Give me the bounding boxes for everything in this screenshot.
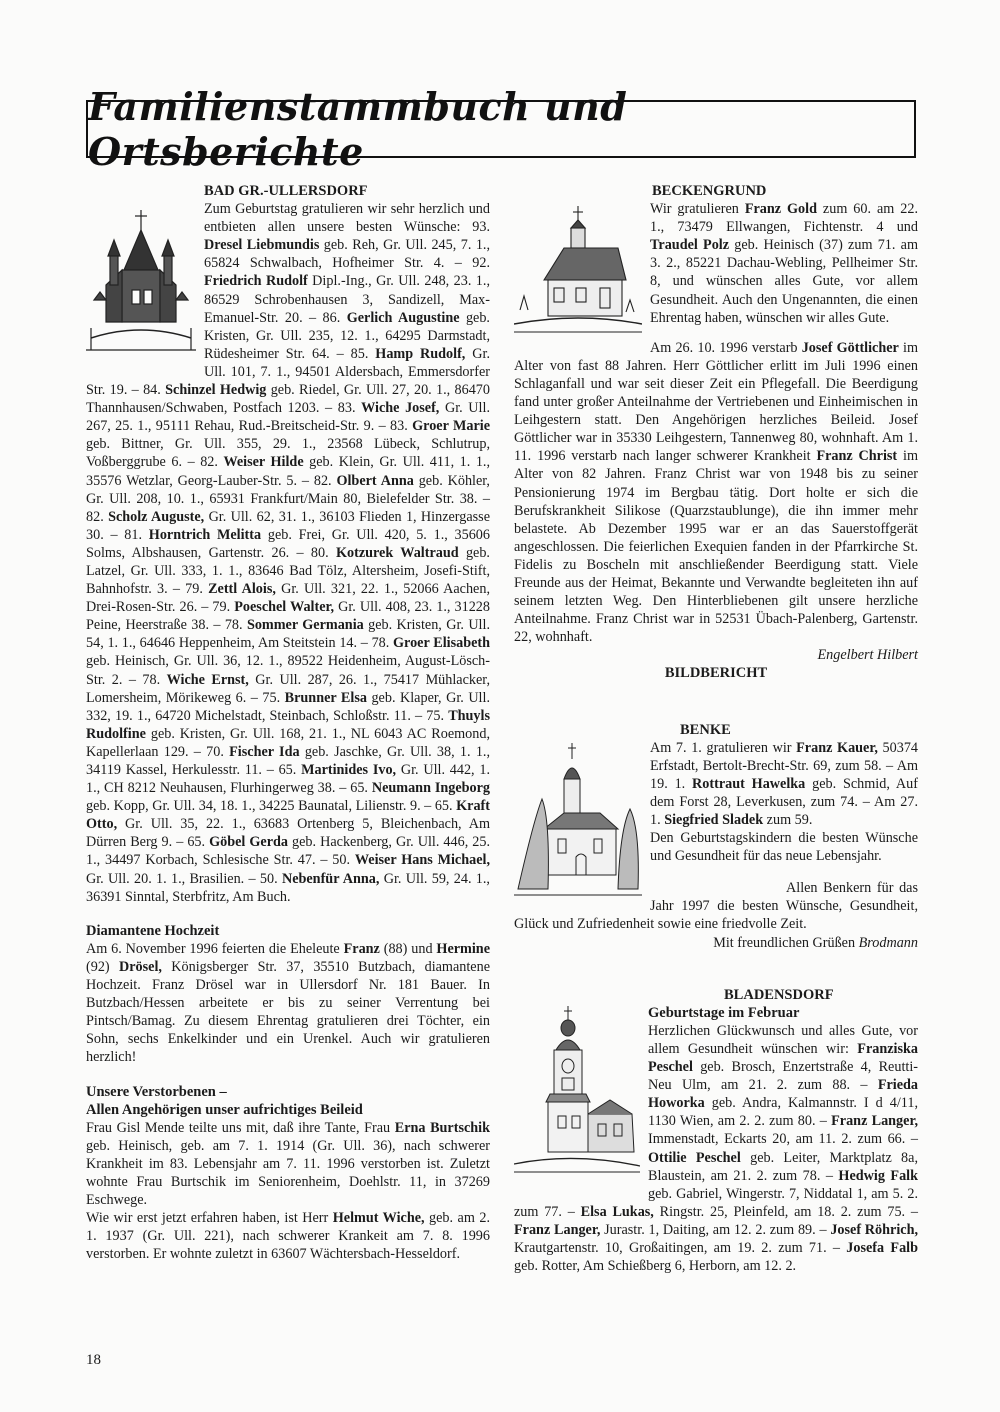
person-name: Zettl Alois, <box>208 581 276 598</box>
person-name: Franz Kauer, <box>796 739 878 756</box>
person-name: Scholz Auguste, <box>108 508 205 525</box>
person-name: Josef Röhrich, <box>830 1221 919 1238</box>
greeting: Mit freundlichen Grüßen <box>713 934 856 951</box>
section-subtitle: Geburtstage im Februar <box>648 1004 800 1021</box>
signature: Engelbert Hilbert <box>817 647 918 664</box>
person-name: Hermine <box>436 940 490 957</box>
person-name: Brunner Elsa <box>284 689 367 706</box>
section-text: Zum Geburtstag gratulieren wir sehr herzlich und entbieten allen unsere besten Wünsche: 93. Dresel Liebmundis geb. Reh, Gr. Ull. 245, 7. 1., 65824 Schwalbach, Hofheimer Str. 4. – 92. Friedrich Rudolf Dipl.-Ing., Gr. Ull. 248, 23. 1., 86529 Schrobenhausen 3, Sandizell, Max-Emanuel-Str. 20. – 86. Gerlich Augustine geb. Kristen, Gr. Ull. 235, 12. 1., 64295 Darmstadt, Rüdesheimer Str. 64. – 85. Hamp Rudolf, Gr. Ull. 101, 7. 1., 94501 Aldersbach, Emmersdorfer Str. 19. – 84. Schinzel Hedwig geb. Riedel, Gr. Ull. 27, 20. 1., 86470 Thannhausen/Schwaben, Postfach 1203. – 83. Wiche Josef, Gr. Ull. 267, 25. 1., 95111 Rehau, Rud.-Breitscheid-Str. 9. – 83. Groer Marie geb. Bittner, Gr. Ull. 355, 29. 1., 23568 Lübeck, Schlutrup, Voßberggrube 6. – 82. Weiser Hilde geb. Klein, Gr. Ull. 411, 1. 1., 35576 Wetzlar, Georg-Lauber-Str. 5. – 82. Olbert Anna geb. Köhler, Gr. Ull. 208, 10. 1., 65931 Frankfurt/Main 80, Bielefelder Str. 38. – 82. Scholz Auguste, Gr. Ull. 62, 31. 1., 36103 Flieden 1, Hinzergasse 30. – 81. Horntrich Melitta geb. Frei, Gr. Ull. 420, 5. 1., 35606 Solms, Albshausen, Gartenstr. 26. – 80. Kotzurek Waltraud geb. Latzel, Gr. Ull. 333, 1. 1., 83646 Bad Tölz, Altersheim, Josefi-Stift, Bahnhofstr. 3. – 79. Zettl Alois, Gr. Ull. 321, 22. 1., 52066 Aachen, Drei-Rosen-Str. 26. – 79. Poeschel Walter, Gr. Ull. 408, 23. 1., 31228 Peine, Heerstraße 38. – 78. Sommer Germania geb. Kristen, Gr. Ull. 54, 1. 1., 64646 Heppenheim, Am Steitstein 14. – 78. Groer Elisabeth geb. Heinisch, Gr. Ull. 36, 12. 1., 89522 Heidenheim, August-Lösch-Str. 2. – 78. Wiche Ernst, Gr. Ull. 287, 26. 1., 75417 Mühlacker, Lomersheim, Mörikeweg 6. – 75. Brunner Elsa geb. Klaper, Gr. Ull. 332, 19. 1., 64720 Michelstadt, Steinbach, Schloßstr. 11. – 75. Thuyls Rudolfine geb. Kristen, Gr. Ull. 168, 21. 1., NL 6043 AC Roemond, Kapellerlaan 129. – 70. Fischer Ida geb. Jaschke, Gr. Ull. 38, 1. 1., 34119 Kassel, Herkulesstr. 11. – 65. Martinides Ivo, Gr. Ull. 442, 1. 1., CH 8212 Neuhausen, Flurhingerweg 38. – 65. Neumann Ingeborg geb. Kopp, Gr. Ull. 34, 18. 1., 34225 Baunatal, Lilienstr. 9. – 65. Kraft Otto, Gr. Ull. 35, 22. 1., 63683 Ortenberg 5, Bleichenbach, Am Dürren Berg 9. – 65. Göbel Gerda geb. Hackenberg, Gr. Ull. 446, 25. 1., 34497 Korbach, Schlesische Str. 47. – 50. Weiser Hans Michael, Gr. Ull. 20. 1. 1., Brasilien. – 50. Nebenfür Anna, Gr. Ull. 59, 24. 1., 36391 Sinntal, Sterbfritz, Am Buch. <box>86 201 491 905</box>
section-heading: Diamantene Hochzeit <box>86 922 220 939</box>
section-text: Allen Benkern für das Jahr 1997 die besten Wünsche, Gesundheit, Glück und Zufriedenheit sowie eine friedvolle Zeit. <box>514 880 918 933</box>
church-woodcut-icon <box>86 200 196 368</box>
person-name: Franz Langer, <box>514 1221 601 1238</box>
section-text: Frau Gisl Mende teilte uns mit, daß ihre Tante, Frau Erna Burtschik geb. Heinisch, geb. am 7. 1. 1914 (Gr. Ull. 36), nach schwerer Krankheit im 83. Lebensjahr am 7. 11. 1996 verstorben ist. Zuletzt wohnte Frau Burtschik im Seniorenheim, Doehlstr. 11, in 37269 Eschwege. <box>86 1119 490 1209</box>
chapel-drawing-icon <box>514 200 642 340</box>
person-name: Franz Christ <box>816 448 898 465</box>
section-text: Am 6. November 1996 feierten die Eheleute Franz (88) und Hermine (92) Drösel, Königsberger Str. 37, 35510 Butzbach, diamantene Hochzeit. Franz Drösel war in Ullersdorf Nr. 181 Bauer. In Butzbach/Hessen arbeitete er bis zu seiner Verrentung bei Pintsch/Bamag. Zu diesem Ehrentag gratulieren drei Töchter, ein Sohn, sechs Enkelkinder und ein Urenkel. Auch wir gratulieren herzlich! <box>86 940 490 1066</box>
section-title: BAD GR.-ULLERSDORF <box>204 183 368 199</box>
person-name: Friedrich Rudolf <box>204 273 308 290</box>
person-name: Wiche Josef, <box>361 400 440 417</box>
person-name: Nebenfür Anna, <box>281 870 380 887</box>
section-bladensdorf <box>514 986 918 1276</box>
section-title: BLADENSDORF <box>724 986 834 1003</box>
section-text: Am 7. 1. gratulieren wir Franz Kauer, 50374 Erfstadt, Bertolt-Brecht-Str. 69, zum 58. – Am 19. 1. Rottraut Hawelka geb. Schmid, Auf dem Forst 28, Leverkusen, zum 74. – Am 27. 1. Siegfried Sladek zum 59. <box>650 739 919 828</box>
left-column <box>86 182 490 1263</box>
section-beckengrund <box>514 182 918 664</box>
person-name: Kraft Otto, <box>86 798 490 833</box>
bildbericht-title: BILDBERICHT <box>664 665 768 682</box>
person-name: Schinzel Hedwig <box>165 382 267 399</box>
person-name: Josef Göttlicher <box>801 339 899 356</box>
section-deceased <box>86 1083 490 1264</box>
person-name: Sommer Germania <box>246 617 364 634</box>
person-name: Traudel Polz <box>650 237 730 254</box>
section-obituary: Am 26. 10. 1996 verstarb Josef Göttlicher im Alter von fast 88 Jahren. Herr Göttlicher erlitt im Juli 1996 einen Schlaganfall und war seit dieser Zeit ein Pflegefall. Die Beerdigung fand unter großer Anteilnahme der Vertriebenen und Einheimischen in Leihgestern statt. Den Angehörigen herzliches Beileid. Josef Göttlicher war in 35330 Leihgestern, Tannenweg 80, wohnhaft. Am 1. 11. 1996 verstarb nach langer schwerer Krankheit Franz Christ im Alter von 82 Jahren. Franz Christ war von 1948 bis zu seiner Pensionierung 1974 im Bergbau tätig. Dort holte er sich die Berufskrankheit Silikose (Quarzstaublunge), die ihn immer mehr belastete. Ab Dezember 1995 war er an das Sauerstoffgerät angeschlossen. Die feierlichen Exequien fanden in der Pfarrkirche St. Fidelis zu Boscheln mit anschließender Beerdigung statt. Viele Freunde aus der Heimat, Bekannte und Verwandte begleiteten ihn auf seinem letzten Weg. Den Hinterbliebenen gilt unsere herzliche Anteilnahme. Franz Christ war in 52531 Übach-Palenberg, Gartenstr. 22, wohnhaft. <box>514 339 919 646</box>
section-title: BECKENGRUND <box>652 183 767 199</box>
person-name: Franz <box>343 940 380 957</box>
section-diamond-wedding <box>86 922 490 1067</box>
person-name: Frieda Howorka <box>648 1077 918 1112</box>
person-name: Weiser Hans Michael, <box>354 852 491 869</box>
person-name: Fischer Ida <box>229 743 300 760</box>
section-heading: Unsere Verstorbenen – <box>86 1083 227 1100</box>
chapel-trees-icon <box>514 739 642 909</box>
section-text: Den Geburtstagskindern die besten Wünsche und Gesundheit für das neue Lebensjahr. <box>650 830 918 865</box>
section-title: BENKE <box>680 721 731 738</box>
person-name: Hamp Rudolf, <box>375 345 466 362</box>
person-name: Franziska Peschel <box>648 1040 918 1076</box>
church-tower-icon <box>514 1004 640 1184</box>
person-name: Elsa Lukas, <box>580 1203 654 1220</box>
person-name: Olbert Anna <box>336 472 414 489</box>
person-name: Groer Marie <box>412 418 490 435</box>
section-text: Herzlichen Glückwunsch und alles Gute, vor allem Gesundheit wünschen wir: Franziska Peschel geb. Brosch, Enzertstraße 4, Reutti-Neu Ulm, am 21. 2. zum 88. – Frieda Howorka geb. Andra, Kalmannstr. I d 4/11, 1130 Wien, am 2. 2. zum 80. – Franz Langer, Immenstadt, Eckarts 20, am 11. 2. zum 66. – Ottilie Peschel geb. Leiter, Marktplatz 8a, Blaustein, am 21. 2. zum 78. – Hedwig Falk geb. Gabriel, Wingerstr. 7, Niddatal 1, am 5. 2. zum 77. – Elsa Lukas, Ringstr. 25, Pleinfeld, am 18. 2. zum 75. – Franz Langer, Jurastr. 1, Daiting, am 12. 2. zum 89. – Josef Röhrich, Krautgartenstr. 10, Großaitingen, am 19. 2. zum 71. – Josefa Falb geb. Rotter, Am Schießberg 6, Herborn, am 12. 2. <box>514 1022 919 1275</box>
person-name: Franz Langer, <box>831 1113 918 1130</box>
section-benke <box>514 721 918 952</box>
person-name: Siegfried Sladek <box>664 812 764 828</box>
person-name: Thuyls Rudolfine <box>86 707 490 742</box>
person-name: Gerlich Augustine <box>346 309 460 326</box>
header-title: Familienstammbuch und Ortsberichte <box>88 84 628 174</box>
section-text: Wie wir erst jetzt erfahren haben, ist Herr Helmut Wiche, geb. am 2. 1. 1937 (Gr. Ull. 221), nach schwerer Krankeit am 7. 8. 1996 verstorben. Er wohnte zuletzt in 63607 Wächtersbach-Hesseldorf. <box>86 1210 490 1263</box>
person-name: Rottraut Hawelka <box>692 775 806 792</box>
section-subheading: Allen Angehörigen unser aufrichtiges Beileid <box>86 1101 363 1118</box>
person-name: Dresel Liebmundis <box>204 237 320 254</box>
person-name: Groer Elisabeth <box>393 635 490 652</box>
section-gr-ullersdorf <box>86 182 490 906</box>
person-name: Poeschel Walter, <box>234 599 335 616</box>
person-name: Ottilie Peschel <box>648 1149 741 1166</box>
header-banner <box>86 84 916 174</box>
person-name: Wiche Ernst, <box>166 671 249 688</box>
person-name: Drösel, <box>118 958 162 975</box>
page-number: 18 <box>86 1352 101 1368</box>
person-name: Erna Burtschik <box>394 1119 490 1136</box>
person-name: Kotzurek Waltraud <box>335 544 459 561</box>
person-name: Hedwig Falk <box>838 1167 918 1184</box>
person-name: Neumann Ingeborg <box>371 780 490 797</box>
person-name: Weiser Hilde <box>223 454 304 471</box>
person-name: Horntrich Melitta <box>148 526 262 543</box>
signature: Brodmann <box>858 934 918 951</box>
person-name: Helmut Wiche, <box>332 1210 425 1227</box>
person-name: Martinides Ivo, <box>301 762 397 778</box>
right-column <box>514 182 918 1275</box>
person-name: Josefa Falb <box>846 1239 918 1256</box>
person-name: Franz Gold <box>744 201 817 218</box>
person-name: Göbel Gerda <box>209 834 289 851</box>
section-text: Wir gratulieren Franz Gold zum 60. am 22. 1., 73479 Ellwangen, Fichtenstr. 4 und Traudel Polz geb. Heinisch (37) zum 71. am 3. 2., 85221 Dachau-Webling, Pellheimer Str. 8, und wünschen alles Gute, vor allem Gesundheit. Auch den Ungenannten, die einen Ehrentag haben, wünschen wir alles Gute. <box>650 201 918 326</box>
